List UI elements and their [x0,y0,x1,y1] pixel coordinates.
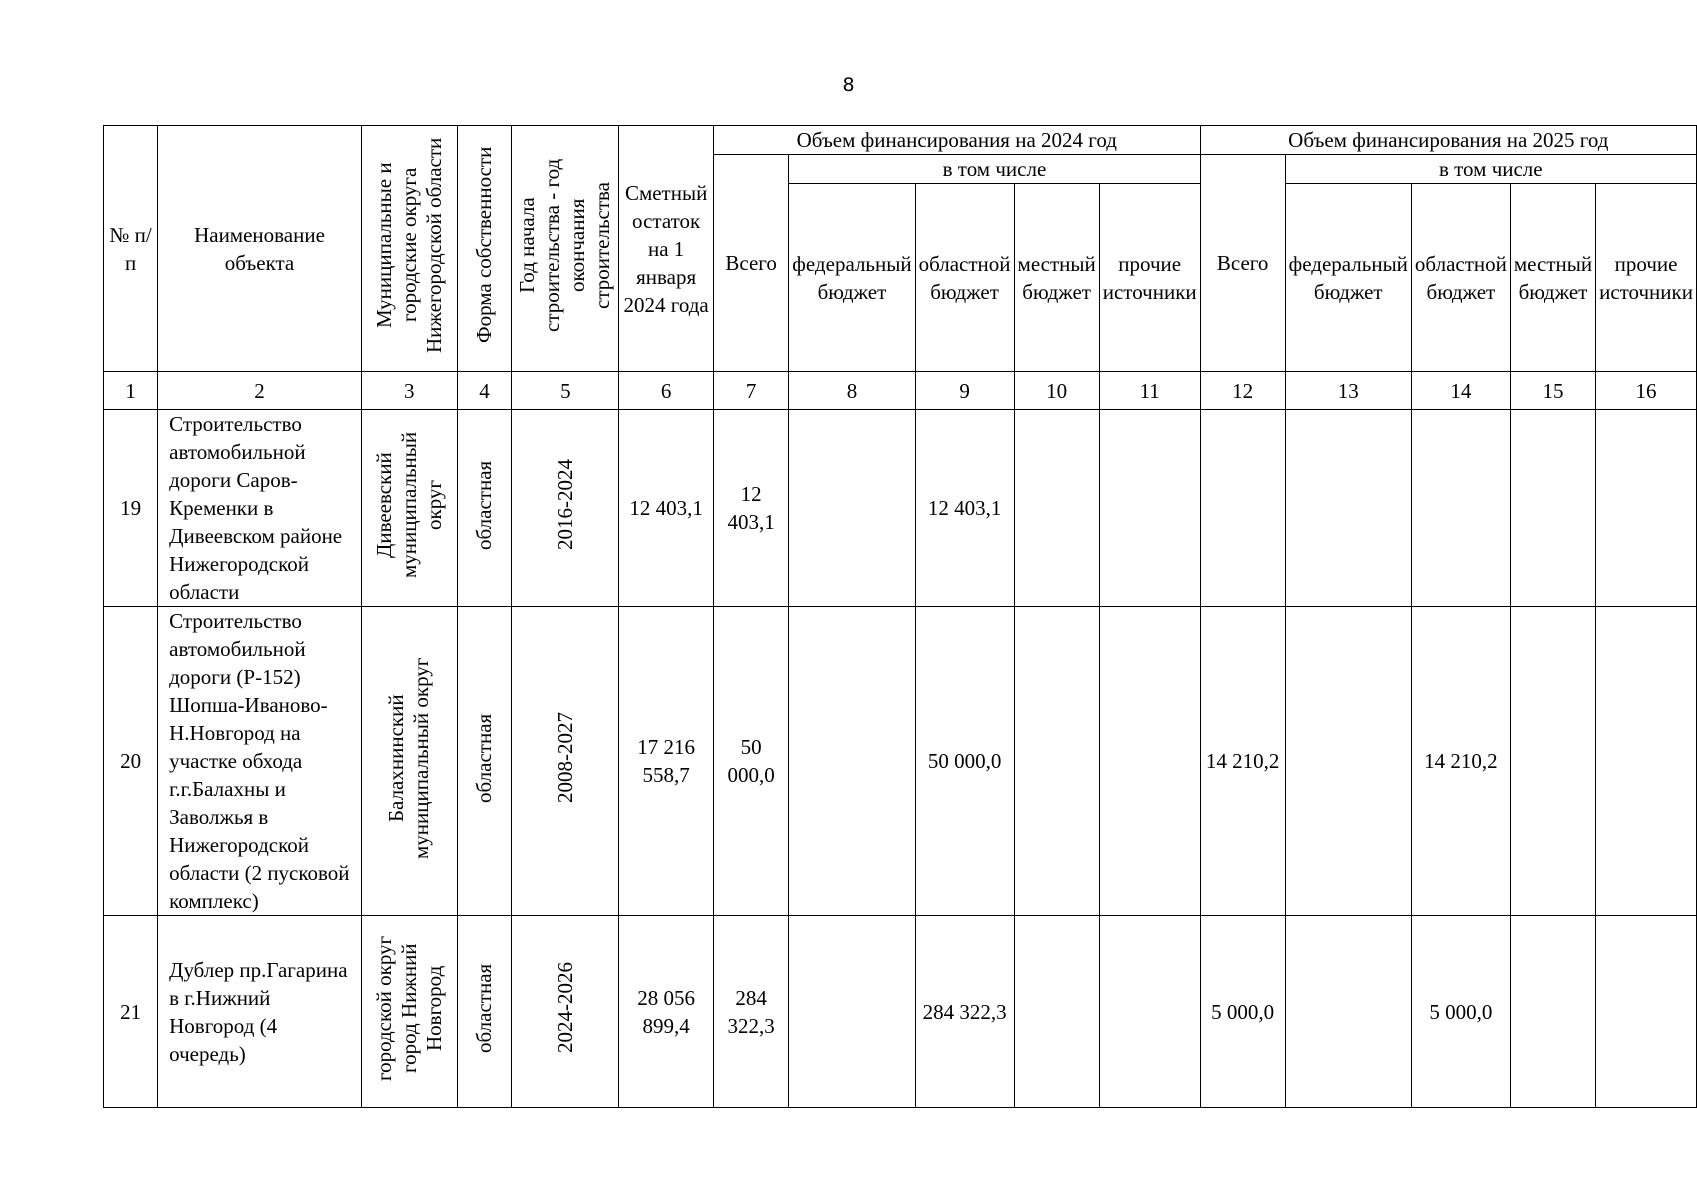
cell-name: Строительство автомобильной дороги Саров-Кременки в Дивеевском районе Нижегородской области [158,410,362,607]
cell-r25: 5 000,0 [1411,916,1510,1108]
header-total-2024: Всего [713,155,788,372]
cell-remainder: 28 056 899,4 [619,916,714,1108]
cell-l24 [1014,607,1099,916]
header-incl-2024: в том числе [789,155,1200,184]
column-number: 8 [789,372,915,410]
column-number: 7 [713,372,788,410]
cell-o25 [1596,916,1697,1108]
table-row [104,607,1697,916]
header-loc-2025: местный бюджет [1510,184,1595,372]
cell-remainder: 12 403,1 [619,410,714,607]
header-fed-2025: федеральный бюджет [1285,184,1411,372]
column-number: 14 [1411,372,1510,410]
header-name: Наименование объекта [158,126,362,372]
column-number: 12 [1200,372,1285,410]
cell-r25 [1411,410,1510,607]
cell-t25: 14 210,2 [1200,607,1285,916]
cell-f25 [1285,916,1411,1108]
cell-o25 [1596,410,1697,607]
cell-no: 19 [104,410,158,607]
header-years: Год начала строительства - год окончания строительства [515,158,615,332]
header-vol-2025: Объем финансирования на 2025 год [1200,126,1696,155]
cell-no: 21 [104,916,158,1108]
header-remainder: Сметный остаток на 1 января 2024 года [619,126,714,372]
header-fed-2024: федеральный бюджет [789,184,915,372]
cell-no: 20 [104,607,158,916]
table-row [104,916,1697,1108]
cell-district: Дивеевский муниципальный округ [371,431,446,578]
cell-l24 [1014,410,1099,607]
column-number: 4 [457,372,512,410]
header-reg-2024: областной бюджет [915,184,1014,372]
header-district: Муниципальные и городские округа Нижегородской области [371,137,446,353]
cell-t24: 12 403,1 [713,410,788,607]
cell-f24 [789,607,915,916]
cell-l24 [1014,916,1099,1108]
page-number: 8 [842,74,855,96]
cell-r24: 12 403,1 [915,410,1014,607]
cell-o24 [1099,916,1200,1108]
cell-f24 [789,410,915,607]
cell-ownership: областная [471,459,496,550]
cell-years: 2008-2027 [552,712,577,803]
column-number: 15 [1510,372,1595,410]
column-number: 1 [104,372,158,410]
cell-name: Дублер пр.Гагарина в г.Нижний Новгород (4 очередь) [158,916,362,1108]
table-row [104,410,1697,607]
header-loc-2024: местный бюджет [1014,184,1099,372]
cell-t25: 5 000,0 [1200,916,1285,1108]
cell-r24: 284 322,3 [915,916,1014,1108]
cell-name: Строительство автомобильной дороги (Р-152) Шопша-Иваново-Н.Новгород на участке обхода г.г.Балахны и Заволжья в Нижегородской области (2 пусковой комплекс) [158,607,362,916]
column-number: 2 [158,372,362,410]
header-ownership: Форма собственности [471,146,496,344]
cell-l25 [1510,607,1595,916]
column-number: 16 [1596,372,1697,410]
header-incl-2025: в том числе [1285,155,1696,184]
header-no: № п/п [104,126,158,372]
column-number: 3 [361,372,457,410]
column-numbers-row [104,372,1697,410]
column-number: 6 [619,372,714,410]
cell-r24: 50 000,0 [915,607,1014,916]
cell-o24 [1099,607,1200,916]
cell-t25 [1200,410,1285,607]
header-oth-2025: прочие источники [1596,184,1697,372]
cell-o25 [1596,607,1697,916]
column-number: 13 [1285,372,1411,410]
cell-district: городской округ город Нижний Новгород [371,935,446,1081]
cell-years: 2024-2026 [552,962,577,1054]
column-number: 11 [1099,372,1200,410]
cell-r25: 14 210,2 [1411,607,1510,916]
cell-l25 [1510,916,1595,1108]
column-number: 5 [512,372,619,410]
cell-t24: 284 322,3 [713,916,788,1108]
cell-years: 2016-2024 [552,459,577,550]
header-total-2025: Всего [1200,155,1285,372]
cell-district: Балахнинский муниципальный округ [384,656,434,859]
cell-f25 [1285,607,1411,916]
financing-table [103,125,1697,1108]
cell-f24 [789,916,915,1108]
cell-remainder: 17 216 558,7 [619,607,714,916]
cell-ownership: областная [471,712,496,803]
cell-ownership: областная [471,963,496,1053]
header-oth-2024: прочие источники [1099,184,1200,372]
column-number: 9 [915,372,1014,410]
cell-t24: 50 000,0 [713,607,788,916]
header-reg-2025: областной бюджет [1411,184,1510,372]
cell-l25 [1510,410,1595,607]
header-vol-2024: Объем финансирования на 2024 год [713,126,1200,155]
cell-f25 [1285,410,1411,607]
column-number: 10 [1014,372,1099,410]
cell-o24 [1099,410,1200,607]
